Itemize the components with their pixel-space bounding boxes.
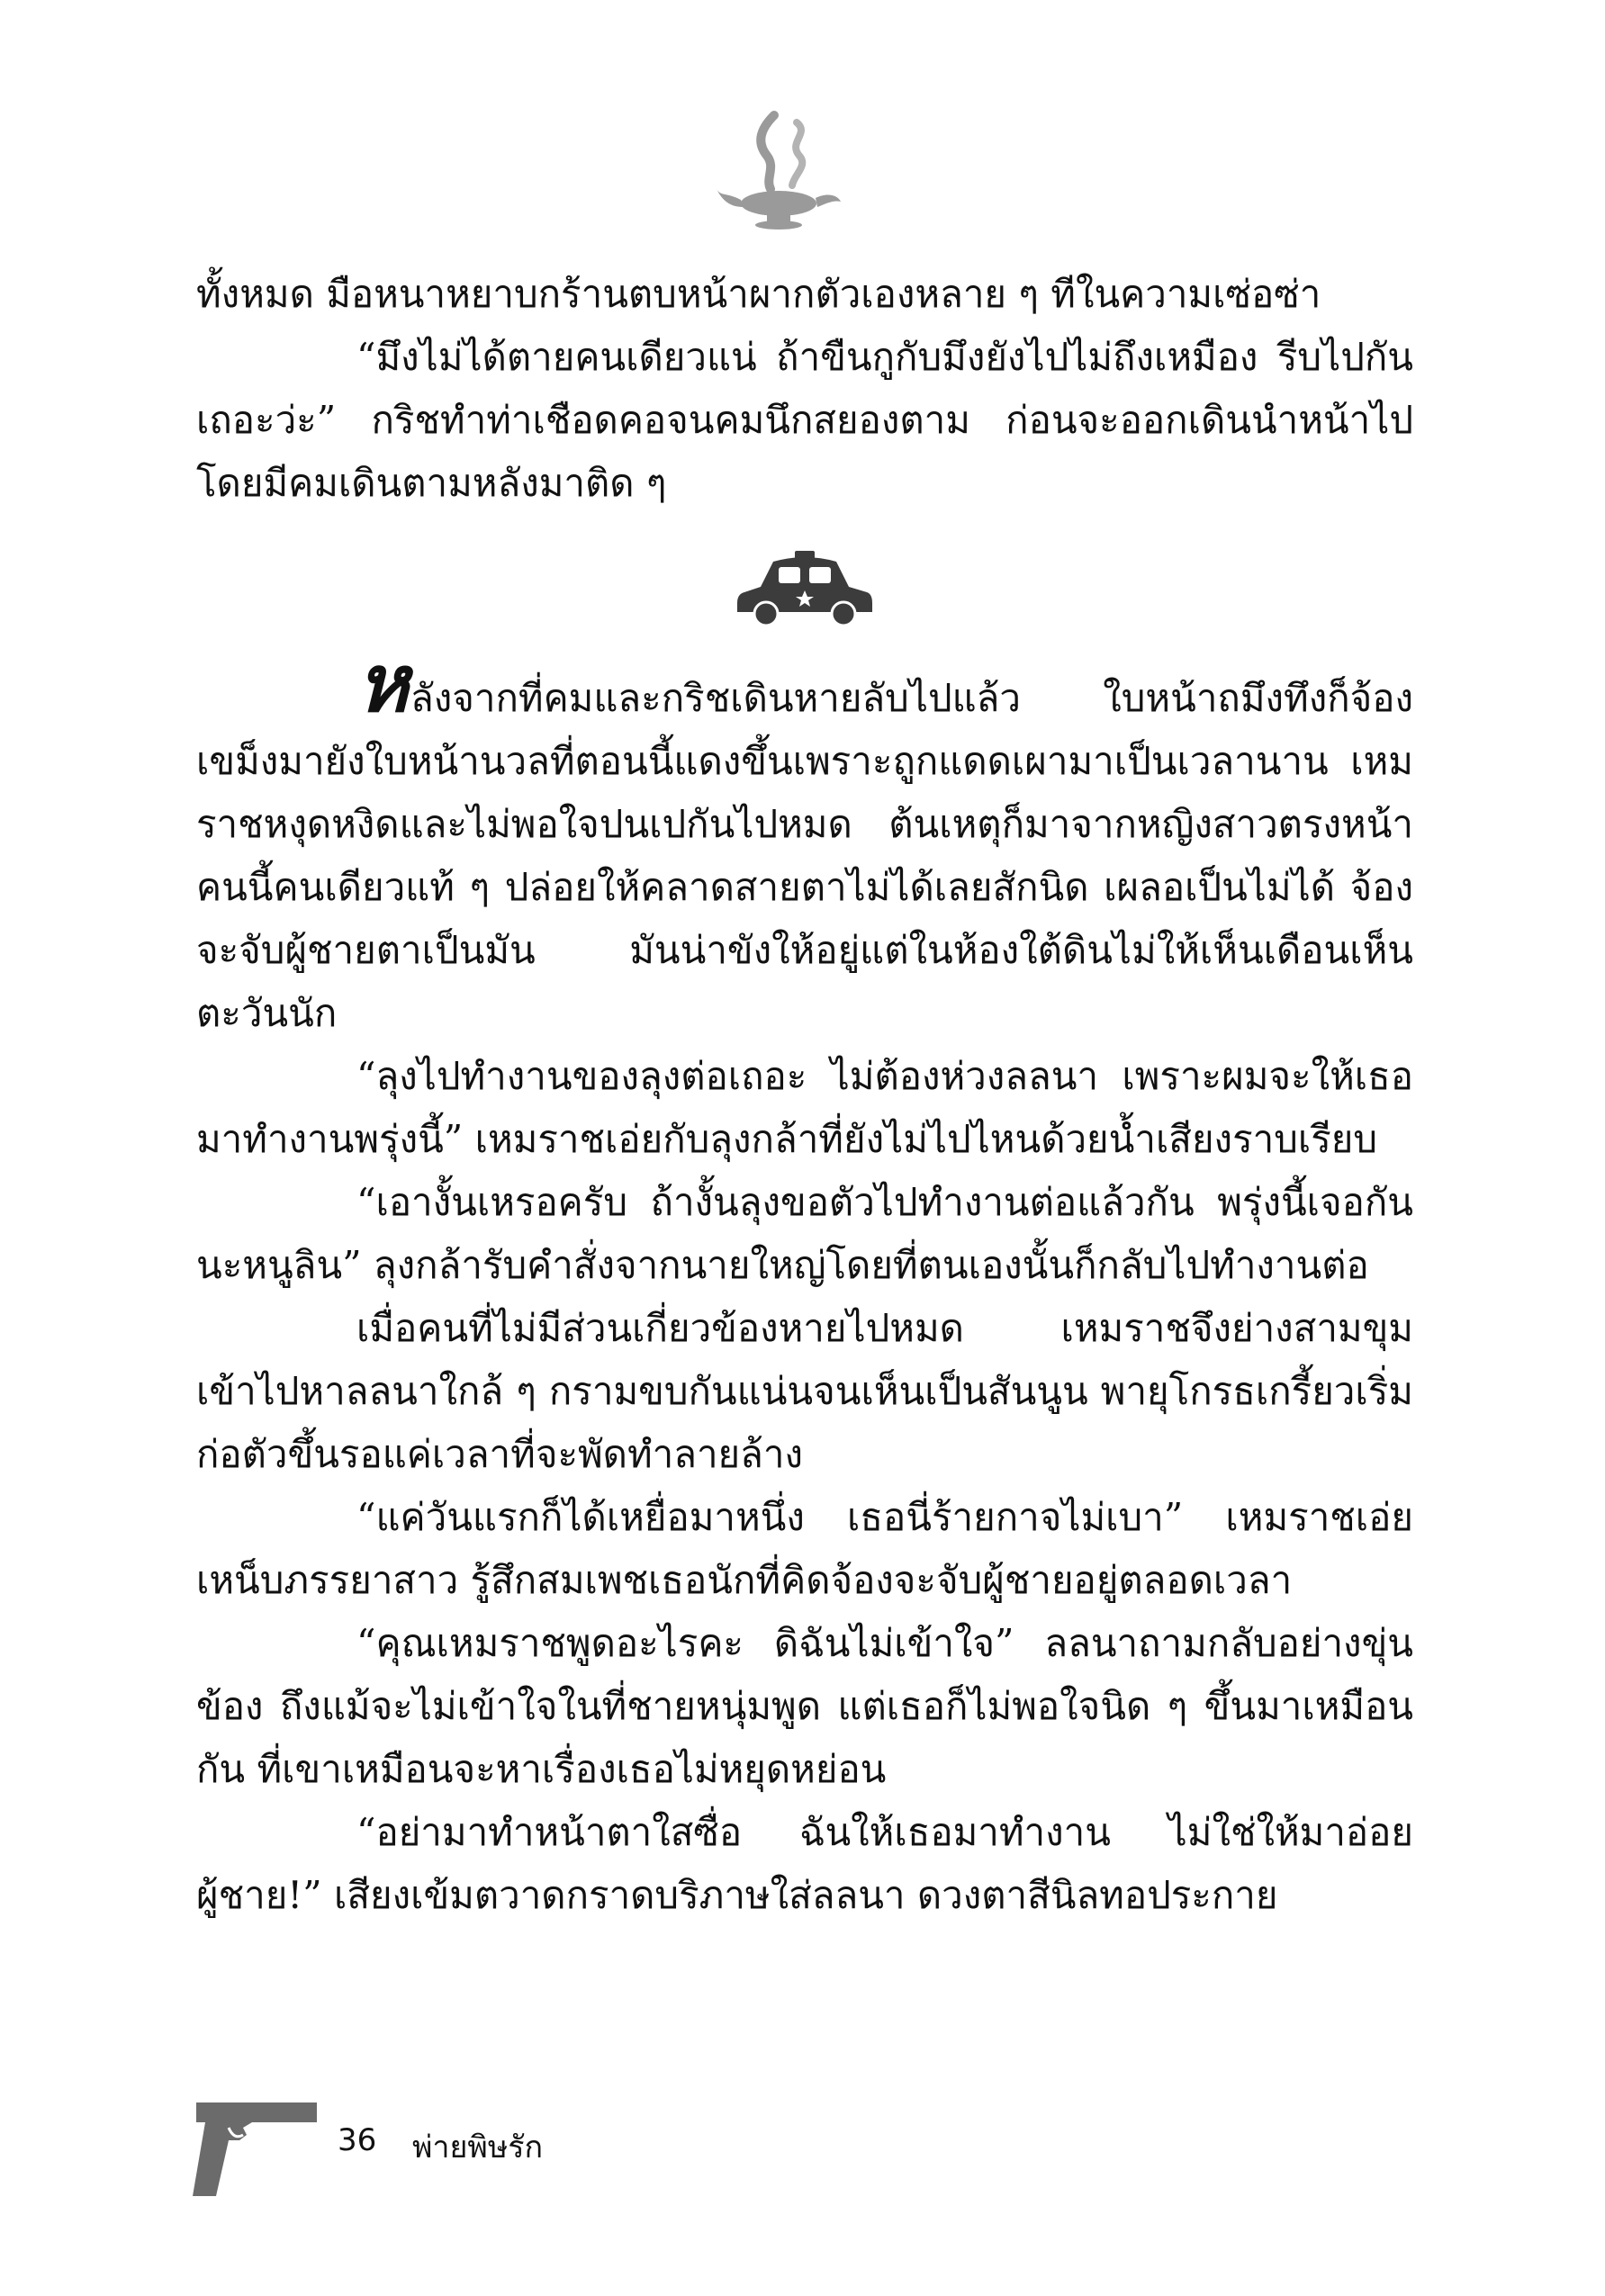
drop-cap: ห (356, 636, 411, 730)
paragraph: “อย่ามาทำหน้าตาใสซื่อ ฉันให้เธอมาทำงาน ไม่ใช่ให้มาอ่อยผู้ชาย!” เสียงเข้มตวาดกราดบริภาษใส่ลลนา ดวงตาสีนิลทอประกาย (196, 1810, 1413, 1917)
paragraph: “เอางั้นเหรอครับ ถ้างั้นลุงขอตัวไปทำงานต่อแล้วกัน พรุ่งนี้เจอกันนะหนูลิน” ลุงกล้ารับคำสั่งจากนายใหญ่โดยที่ตนเองนั้นก็กลับไปทำงานต่อ (196, 1180, 1413, 1287)
paragraph: “ลุงไปทำงานของลุงต่อเถอะ ไม่ต้องห่วงลลนา เพราะผมจะให้เธอมาทำงานพรุ่งนี้” เหมราชเอ่ยกับลุงกล้าที่ยังไม่ไปไหนด้วยน้ำเสียงราบเรียบ (196, 1054, 1413, 1161)
paragraph-text: ลังจากที่คมและกริชเดินหายลับไปแล้ว ใบหน้าถมึงทึงก็จ้องเขม็งมายังใบหน้านวลที่ตอนนี้แดงขึ้นเพราะถูกแดดเผามาเป็นเวลานาน เหมราชหงุดหงิดและไม่พอใจปนเปกันไปหมด ต้นเหตุก็มาจากหญิงสาวตรงหน้าคนนี้คนเดียวแท้ ๆ ปล่อยให้คลาดสายตาไม่ได้เลยสักนิด เผลอเป็นไม่ได้ จ้องจะจับผู้ชายตาเป็นมัน มันน่าขังให้อยู่แต่ในห้องใต้ดินไม่ให้เห็นเดือนเห็นตะวันนัก (196, 676, 1413, 1035)
pistol-icon (189, 2095, 324, 2203)
body-text (196, 263, 1413, 1927)
police-car-icon (737, 549, 872, 626)
paragraph-drop-cap (196, 636, 1413, 1045)
paragraph: “แค่วันแรกก็ได้เหยื่อมาหนึ่ง เธอนี่ร้ายกาจไม่เบา” เหมราชเอ่ยเหน็บภรรยาสาว รู้สึกสมเพชเธอนักที่คิดจ้องจะจับผู้ชายอยู่ตลอดเวลา (196, 1495, 1413, 1602)
page-footer (189, 2088, 729, 2214)
paragraph: “มึงไม่ได้ตายคนเดียวแน่ ถ้าขืนกูกับมึงยังไปไม่ถึงเหมือง รีบไปกันเถอะว่ะ” กริชทำท่าเชือดคอจนคมนึกสยองตาม ก่อนจะออกเดินนำหน้าไป โดยมีคมเดินตามหลังมาติด ๆ (196, 335, 1413, 505)
paragraph: เมื่อคนที่ไม่มีส่วนเกี่ยวข้องหายไปหมด เหมราชจึงย่างสามขุมเข้าไปหาลลนาใกล้ ๆ กรามขบกันแน่นจนเห็นเป็นสันนูน พายุโกรธเกรี้ยวเริ่มก่อตัวขึ้นรอแค่เวลาที่จะพัดทำลายล้าง (196, 1306, 1413, 1476)
book-title: พ่ายพิษรัก (412, 2129, 544, 2165)
paragraph: “คุณเหมราชพูดอะไรคะ ดิฉันไม่เข้าใจ” ลลนาถามกลับอย่างขุ่นข้อง ถึงแม้จะไม่เข้าใจในที่ชายหนุ่มพูด แต่เธอก็ไม่พอใจนิด ๆ ขึ้นมาเหมือนกัน ที่เขาเหมือนจะหาเรื่องเธอไม่หยุดหย่อน (196, 1621, 1413, 1791)
page-number: 36 (338, 2122, 377, 2158)
paragraph: ทั้งหมด มือหนาหยาบกร้านตบหน้าผากตัวเองหลาย ๆ ทีในความเซ่อซ่า (196, 272, 1321, 316)
genie-lamp-icon (711, 106, 846, 232)
